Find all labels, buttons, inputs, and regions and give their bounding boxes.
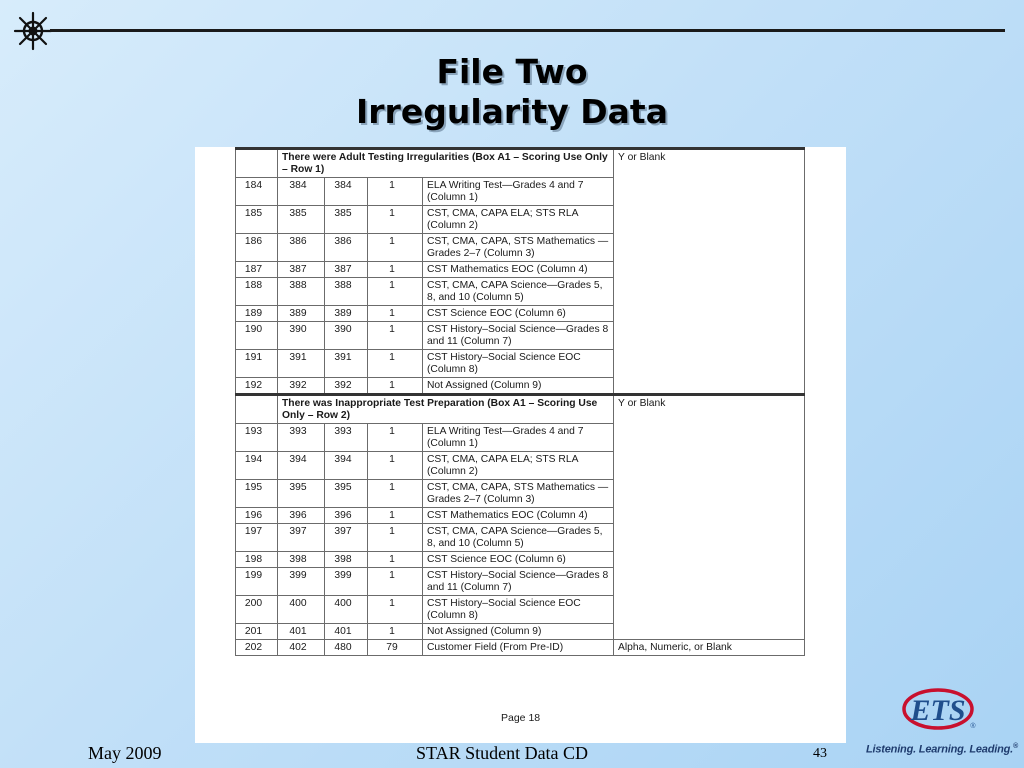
end-position-cell: 390 [325,322,368,350]
field-number-cell: 201 [236,624,278,640]
end-position-cell: 384 [325,178,368,206]
length-cell: 1 [368,624,423,640]
start-position-cell: 394 [278,452,325,480]
length-cell: 1 [368,568,423,596]
end-position-cell: 401 [325,624,368,640]
field-number-cell: 192 [236,378,278,395]
description-cell: CST, CMA, CAPA Science—Grades 5, 8, and 10 (Column 5) [423,524,614,552]
footer-title: STAR Student Data CD [416,743,589,763]
description-cell: CST History–Social Science—Grades 8 and 11 (Column 7) [423,322,614,350]
document-page-image [195,147,846,743]
start-position-cell: 391 [278,350,325,378]
description-cell: CST, CMA, CAPA Science—Grades 5, 8, and 10 (Column 5) [423,278,614,306]
table-row [236,640,805,656]
start-position-cell: 385 [278,206,325,234]
end-position-cell: 392 [325,378,368,395]
field-number-cell: 198 [236,552,278,568]
document-page-number: Page 18 [501,712,541,724]
description-cell: CST History–Social Science EOC (Column 8) [423,350,614,378]
field-number-cell: 199 [236,568,278,596]
valid-values-cell: Y or Blank [614,149,805,395]
slide-number: 43 [813,746,827,761]
start-position-cell: 384 [278,178,325,206]
length-cell: 1 [368,350,423,378]
end-position-cell: 389 [325,306,368,322]
length-cell: 79 [368,640,423,656]
end-position-cell: 397 [325,524,368,552]
field-number-cell: 195 [236,480,278,508]
description-cell: Not Assigned (Column 9) [423,624,614,640]
length-cell: 1 [368,278,423,306]
section-header: There was Inappropriate Test Preparation (Box A1 – Scoring Use Only – Row 2) [278,395,614,424]
field-number-cell: 186 [236,234,278,262]
start-position-cell: 400 [278,596,325,624]
length-cell: 1 [368,552,423,568]
section-blank-cell [236,149,278,178]
end-position-cell: 387 [325,262,368,278]
end-position-cell: 396 [325,508,368,524]
field-number-cell: 189 [236,306,278,322]
field-number-cell: 200 [236,596,278,624]
start-position-cell: 401 [278,624,325,640]
valid-values-cell: Y or Blank [614,395,805,640]
start-position-cell: 390 [278,322,325,350]
start-position-cell: 399 [278,568,325,596]
field-number-cell: 197 [236,524,278,552]
ets-tagline-text: Listening. Learning. Leading. [866,743,1013,756]
start-position-cell: 388 [278,278,325,306]
ets-logo [898,684,980,732]
footer-date: May 2009 [88,743,162,763]
end-position-cell: 480 [325,640,368,656]
field-number-cell: 196 [236,508,278,524]
start-position-cell: 398 [278,552,325,568]
header-rule [50,29,1005,32]
ets-tagline [866,743,1018,756]
ets-logo-text: ETS [910,694,966,727]
start-position-cell: 389 [278,306,325,322]
length-cell: 1 [368,306,423,322]
description-cell: CST Science EOC (Column 6) [423,552,614,568]
field-number-cell: 188 [236,278,278,306]
end-position-cell: 386 [325,234,368,262]
section-header-row [236,149,805,178]
valid-values-cell: Alpha, Numeric, or Blank [614,640,805,656]
slide-title-line-1: File Two [436,52,588,91]
star-compass-icon [12,10,54,52]
length-cell: 1 [368,178,423,206]
start-position-cell: 402 [278,640,325,656]
field-number-cell: 191 [236,350,278,378]
section-header: There were Adult Testing Irregularities (Box A1 – Scoring Use Only – Row 1) [278,149,614,178]
field-number-cell: 202 [236,640,278,656]
field-number-cell: 193 [236,424,278,452]
length-cell: 1 [368,234,423,262]
end-position-cell: 400 [325,596,368,624]
ets-tagline-registered-mark: ® [1013,743,1018,750]
end-position-cell: 395 [325,480,368,508]
end-position-cell: 394 [325,452,368,480]
length-cell: 1 [368,596,423,624]
length-cell: 1 [368,524,423,552]
section-blank-cell [236,395,278,424]
start-position-cell: 393 [278,424,325,452]
length-cell: 1 [368,424,423,452]
length-cell: 1 [368,206,423,234]
description-cell: CST Mathematics EOC (Column 4) [423,508,614,524]
description-cell: CST History–Social Science—Grades 8 and 11 (Column 7) [423,568,614,596]
description-cell: CST History–Social Science EOC (Column 8) [423,596,614,624]
end-position-cell: 399 [325,568,368,596]
slide-title [0,52,1024,132]
length-cell: 1 [368,480,423,508]
description-cell: ELA Writing Test—Grades 4 and 7 (Column 1) [423,178,614,206]
start-position-cell: 387 [278,262,325,278]
end-position-cell: 398 [325,552,368,568]
end-position-cell: 388 [325,278,368,306]
description-cell: CST Mathematics EOC (Column 4) [423,262,614,278]
length-cell: 1 [368,452,423,480]
description-cell: CST Science EOC (Column 6) [423,306,614,322]
slide-title-line-2: Irregularity Data [356,92,668,131]
irregularity-data-table [235,147,805,656]
start-position-cell: 392 [278,378,325,395]
field-number-cell: 190 [236,322,278,350]
description-cell: CST, CMA, CAPA ELA; STS RLA (Column 2) [423,206,614,234]
end-position-cell: 385 [325,206,368,234]
length-cell: 1 [368,262,423,278]
section-header-row [236,395,805,424]
length-cell: 1 [368,508,423,524]
field-number-cell: 194 [236,452,278,480]
description-cell: CST, CMA, CAPA, STS Mathematics —Grades 2–7 (Column 3) [423,480,614,508]
ets-logo-registered-mark: ® [970,723,976,730]
field-number-cell: 184 [236,178,278,206]
field-number-cell: 187 [236,262,278,278]
length-cell: 1 [368,322,423,350]
length-cell: 1 [368,378,423,395]
description-cell: Not Assigned (Column 9) [423,378,614,395]
end-position-cell: 391 [325,350,368,378]
description-cell: CST, CMA, CAPA ELA; STS RLA (Column 2) [423,452,614,480]
description-cell: Customer Field (From Pre-ID) [423,640,614,656]
start-position-cell: 386 [278,234,325,262]
description-cell: ELA Writing Test—Grades 4 and 7 (Column 1) [423,424,614,452]
description-cell: CST, CMA, CAPA, STS Mathematics —Grades 2–7 (Column 3) [423,234,614,262]
end-position-cell: 393 [325,424,368,452]
start-position-cell: 395 [278,480,325,508]
field-number-cell: 185 [236,206,278,234]
start-position-cell: 396 [278,508,325,524]
start-position-cell: 397 [278,524,325,552]
